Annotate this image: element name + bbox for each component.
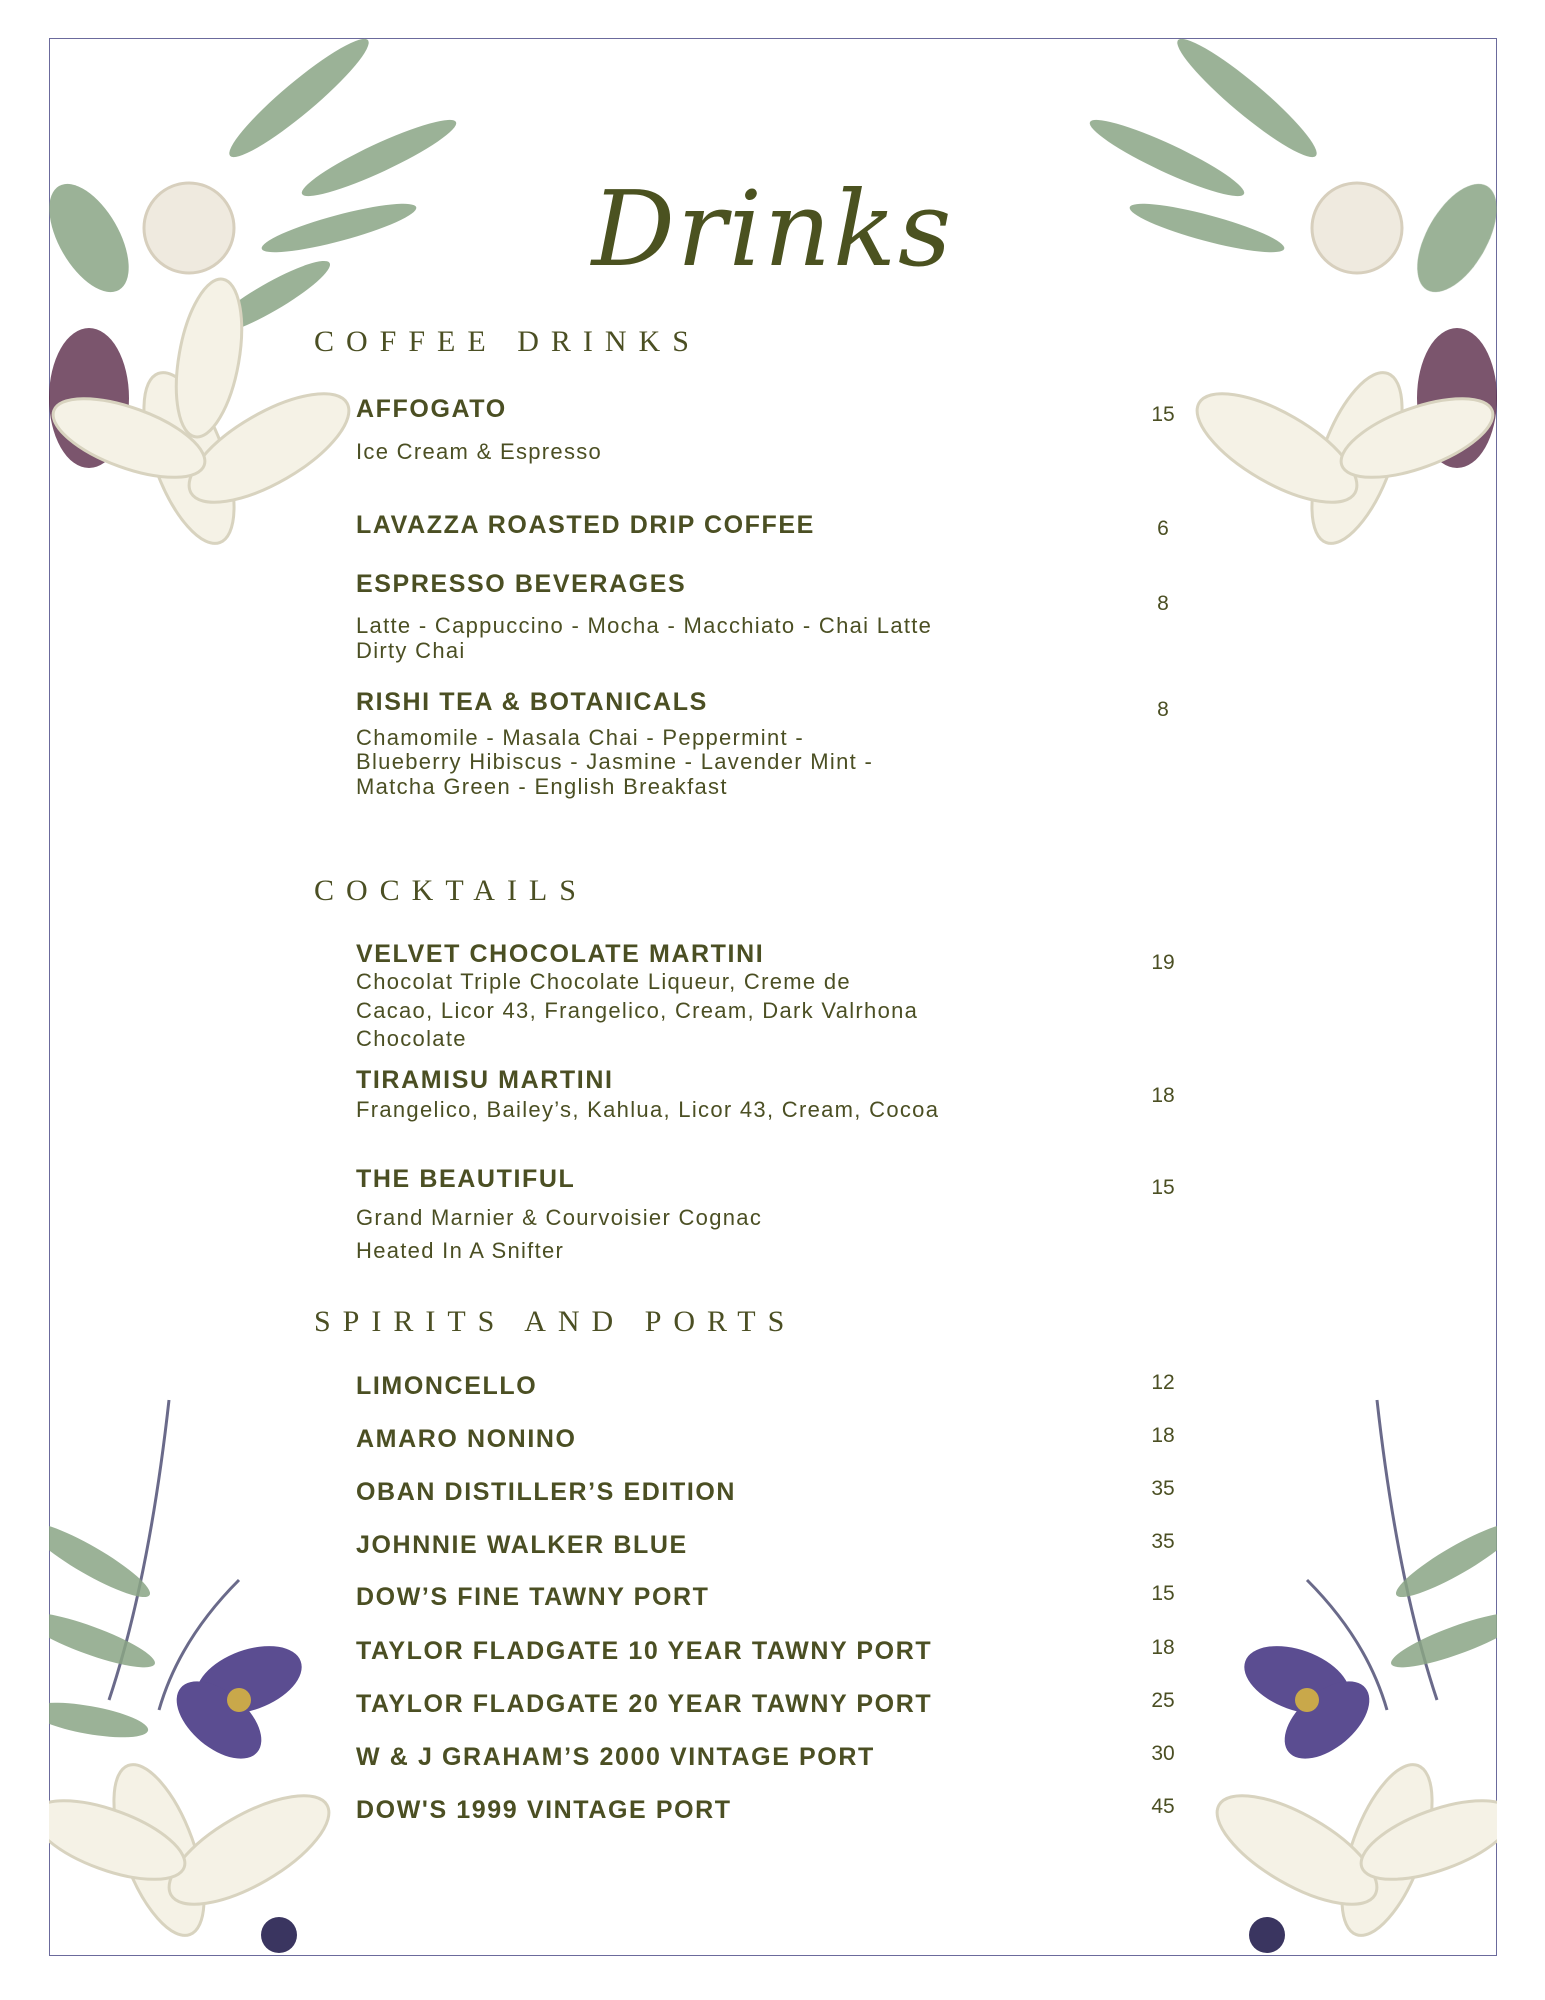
- section-heading: COFFEE DRINKS: [314, 325, 701, 358]
- item-description: Frangelico, Bailey’s, Kahlua, Licor 43, Cream, Cocoa: [356, 1097, 940, 1122]
- item-price: 8: [1157, 698, 1169, 721]
- item-price: 15: [1151, 1176, 1175, 1199]
- item-price: 35: [1151, 1530, 1175, 1553]
- floral-top-left-decoration: [49, 38, 489, 548]
- item-description: Dirty Chai: [356, 638, 466, 663]
- item-description: Ice Cream & Espresso: [356, 439, 603, 464]
- item-description: Chocolat Triple Chocolate Liqueur, Creme de: [356, 969, 851, 994]
- item-price: 30: [1151, 1742, 1175, 1765]
- item-description: Heated In A Snifter: [356, 1238, 565, 1263]
- item-name: W & J GRAHAM’S 2000 VINTAGE PORT: [356, 1743, 875, 1771]
- section-heading: COCKTAILS: [314, 874, 588, 907]
- floral-bottom-left-decoration: [49, 1380, 369, 1956]
- item-name: THE BEAUTIFUL: [356, 1165, 576, 1193]
- item-description: Latte - Cappuccino - Mocha - Macchiato - Chai Latte: [356, 613, 933, 638]
- item-name: OBAN DISTILLER’S EDITION: [356, 1478, 737, 1506]
- item-description: Grand Marnier & Courvoisier Cognac: [356, 1205, 763, 1230]
- item-name: ESPRESSO BEVERAGES: [356, 570, 687, 598]
- item-price: 18: [1151, 1424, 1175, 1447]
- item-description: Chocolate: [356, 1026, 467, 1051]
- item-name: DOW'S 1999 VINTAGE PORT: [356, 1796, 732, 1824]
- item-price: 15: [1151, 403, 1175, 426]
- item-description: Chamomile - Masala Chai - Peppermint -: [356, 725, 804, 750]
- item-price: 45: [1151, 1795, 1175, 1818]
- item-price: 35: [1151, 1477, 1175, 1500]
- item-name: LAVAZZA ROASTED DRIP COFFEE: [356, 511, 815, 539]
- menu-title: Drinks: [591, 168, 954, 290]
- item-name: TAYLOR FLADGATE 20 YEAR TAWNY PORT: [356, 1690, 933, 1718]
- item-name: JOHNNIE WALKER BLUE: [356, 1531, 688, 1559]
- item-price: 18: [1151, 1636, 1175, 1659]
- item-description: Blueberry Hibiscus - Jasmine - Lavender Mint -: [356, 749, 874, 774]
- item-name: TAYLOR FLADGATE 10 YEAR TAWNY PORT: [356, 1637, 933, 1665]
- item-price: 12: [1151, 1371, 1175, 1394]
- floral-top-right-decoration: [1057, 38, 1497, 548]
- section-heading: SPIRITS AND PORTS: [314, 1305, 797, 1338]
- item-name: AMARO NONINO: [356, 1425, 577, 1453]
- item-name: DOW’S FINE TAWNY PORT: [356, 1583, 710, 1611]
- floral-bottom-right-decoration: [1177, 1380, 1497, 1956]
- item-name: VELVET CHOCOLATE MARTINI: [356, 940, 765, 968]
- item-name: AFFOGATO: [356, 395, 507, 423]
- item-price: 19: [1151, 951, 1175, 974]
- item-description: Cacao, Licor 43, Frangelico, Cream, Dark Valrhona: [356, 998, 919, 1023]
- item-name: RISHI TEA & BOTANICALS: [356, 688, 708, 716]
- item-description: Matcha Green - English Breakfast: [356, 774, 728, 799]
- item-price: 18: [1151, 1084, 1175, 1107]
- item-price: 15: [1151, 1582, 1175, 1605]
- item-name: LIMONCELLO: [356, 1372, 538, 1400]
- item-name: TIRAMISU MARTINI: [356, 1066, 614, 1094]
- item-price: 25: [1151, 1689, 1175, 1712]
- item-price: 6: [1157, 517, 1169, 540]
- item-price: 8: [1157, 592, 1169, 615]
